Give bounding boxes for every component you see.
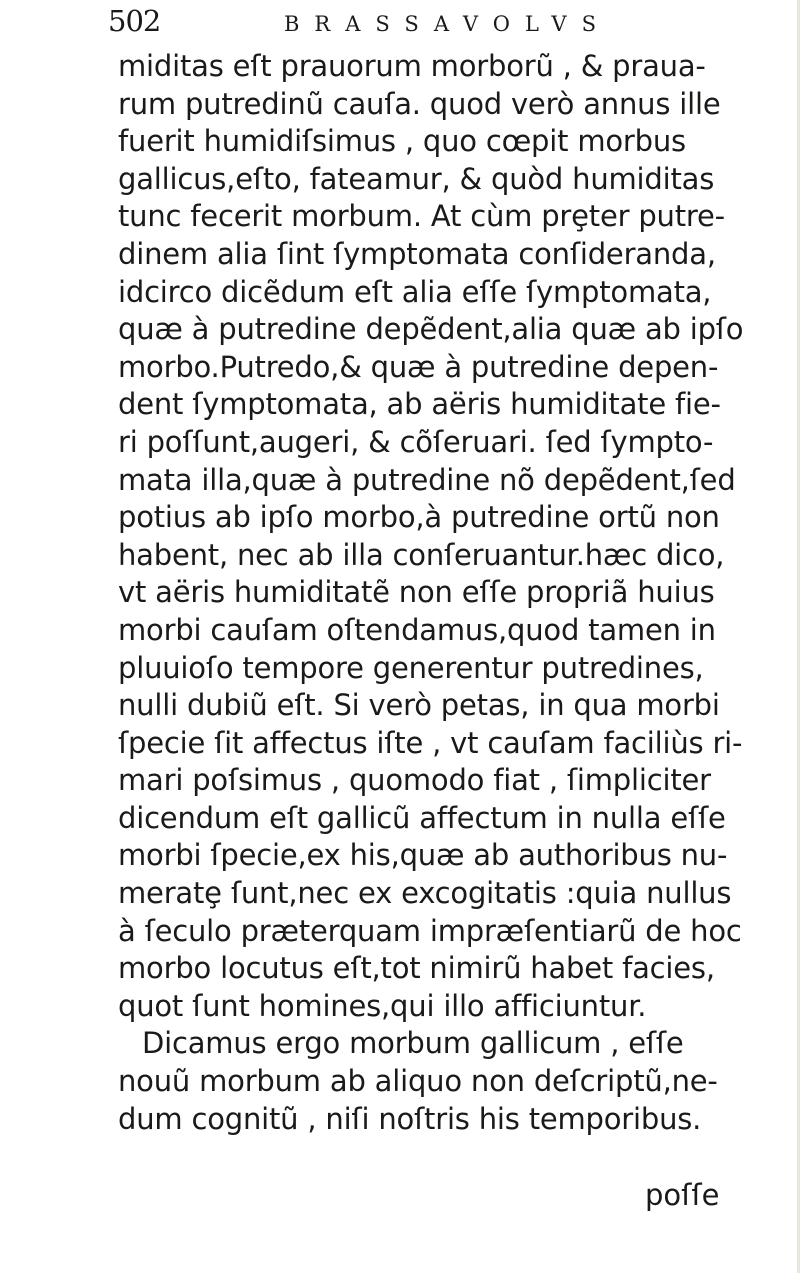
text-line: quot ſunt homines,qui illo afficiuntur.	[118, 988, 647, 1023]
text-line: ſpecie ſit affectus iſte , vt cauſam faciliùs ri-	[118, 725, 743, 760]
text-line: à ſeculo præterquam impræſentiarũ de hoc	[118, 913, 742, 948]
text-line: potius ab ipſo morbo,à putredine ortũ non	[118, 500, 720, 535]
text-line: dicendum eſt gallicũ affectum in nulla eſſe	[118, 800, 726, 835]
text-line: nouũ morbum ab aliquo non deſcriptũ,ne-	[118, 1064, 718, 1099]
catchword: poſſe	[645, 1178, 720, 1212]
text-line: miditas eſt prauorum morborũ , & praua-	[118, 49, 706, 83]
text-line: rum putredinũ cauſa. quod verò annus ille	[118, 86, 721, 121]
text-line: fuerit humidiſsimus , quo cœpit morbus	[118, 124, 686, 159]
text-line: dum cognitũ , niſi noſtris his temporibus.	[118, 1101, 702, 1136]
text-line: pluuioſo tempore generentur putredines,	[118, 650, 704, 685]
text-line: morbi cauſam oſtendamus,quod tamen in	[118, 612, 716, 647]
text-line: mari poſsimus , quomodo fiat , ſimpliciter	[118, 763, 711, 798]
text-line: mata illa,quæ à putredine nõ depẽdent,ſed	[118, 462, 736, 497]
text-line: morbo locutus eſt,tot nimirũ habet facies,	[118, 951, 715, 986]
text-line: dent ſymptomata, ab aëris humiditate fie-	[118, 387, 721, 422]
text-line: habent, nec ab illa conſeruantur.hæc dico,	[118, 537, 725, 572]
text-line: dinem alia ſint ſymptomata conſideranda,	[118, 236, 716, 271]
text-line: gallicus,eſto, fateamur, & quòd humiditas	[118, 161, 715, 196]
text-line: nulli dubiũ eſt. Si verò petas, in qua morbi	[118, 688, 720, 723]
running-title: BRASSAVOLVS	[284, 12, 611, 36]
page-number: 502	[108, 4, 161, 38]
text-line: meratȩ ſunt,nec ex excogitatis :quia nullus	[118, 876, 732, 911]
text-line: morbo.Putredo,& quæ à putredine depen-	[118, 349, 719, 384]
running-head	[108, 4, 748, 44]
paragraph-start-line: Dicamus ergo morbum gallicum , eſſe	[142, 1026, 684, 1061]
text-line: idcirco dicẽdum eſt alia eſſe ſymptomata,	[118, 274, 712, 309]
text-line: tunc fecerit morbum. At cùm prȩter putre-	[118, 199, 725, 234]
text-line: morbi ſpecie,ex his,quæ ab authoribus nu-	[118, 838, 728, 873]
text-line: ri poſſunt,augeri, & cõſeruari. ſed ſympto-	[118, 424, 714, 459]
text-line: vt aëris humiditatẽ non eſſe propriã huius	[118, 575, 715, 610]
body-text	[118, 48, 743, 1138]
text-line: quæ à putredine depẽdent,alia quæ ab ipſo	[118, 312, 744, 347]
